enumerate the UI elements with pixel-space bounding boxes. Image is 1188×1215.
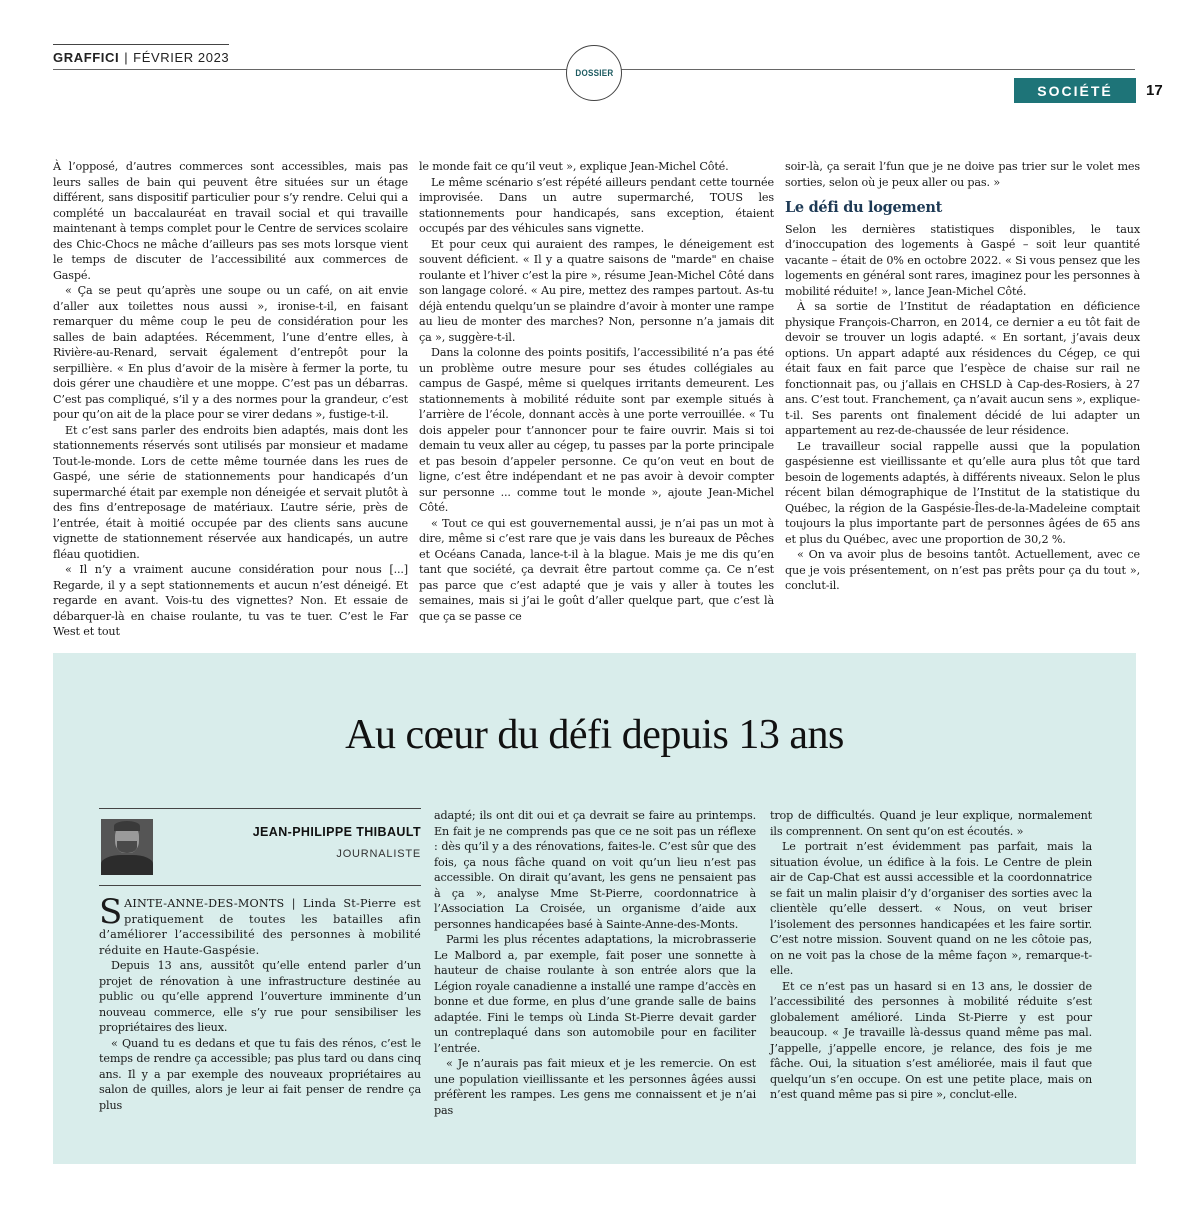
- paragraph: « Tout ce qui est gouvernemental aussi, je n’ai pas un mot à dire, même si c’est rare que je vais dans les bureaux de Pêches et Océans Canada, lance-t-il à la blague. Mais je me dis qu’en tant que société, ça devrait être partout comme ça. Ce n’est pas parce que c’est adapté que je vais y aller à toutes les semaines, mais si j’ai le goût d’aller quelque part, que c’est là que ça se passe ce: [419, 516, 774, 623]
- sidebar-box: [53, 653, 1136, 1164]
- author-photo: [101, 819, 153, 875]
- paragraph: À sa sortie de l’Institut de réadaptation en déficience physique François-Charron, en 2014, ce dernier a eu tôt fait de devoir se trouver un logis adapté. « En sortant, j’avais deux options. Un appart adapté aux résidences du Cégep, ce qui était faux en fait parce que l’espèce de chaise sur rail ne fonctionnait pas, ou j’allais en CHSLD à Cap-des-Rosiers, à 27 ans. C’est tout. Franchement, ça n’avait aucun sens », explique-t-il. Ses parents ont finalement décidé de lui adapter un appartement au rez-de-chaussée de leur résidence.: [785, 300, 1140, 437]
- paragraph: Le portrait n’est évidemment pas parfait, mais la situation évolue, un édifice à la fois. Le Centre de plein air de Cap-Chat est aussi accessible et la coordonnatrice se fait un malin plaisir d’y d’organiser des sorties avec la clientèle qu’elle dessert. « Nous, on veut briser l’isolement des personnes handicapées et les faire sortir. C’est notre mission. Souvent quand on ne les côtoie pas, on ne voit pas la chose de la même façon », remarque-t-elle.: [770, 840, 1092, 977]
- paragraph: Le travailleur social rappelle aussi que la population gaspésienne est vieillissante et qu’elle aura plus tôt que tard besoin de logements adaptés, à différents niveaux. Selon le plus récent bilan démographique de l’Institut de la statistique du Québec, la région de la Gaspésie-Îles-de-la-Madeleine comptait toujours la plus importante part de personnes âgées de 65 ans et plus du Québec, avec une proportion de 30,2 %.: [785, 439, 1140, 546]
- sidebar-title: Au cœur du défi depuis 13 ans: [345, 712, 844, 758]
- paragraph: adapté; ils ont dit oui et ça devrait se faire au printemps. En fait je ne comprends pas que ce ne soit pas un réflexe : dès qu’il y a des rénovations, faites-le. C’est sûr que des fois, ça nous fâche quand on voit qu’un lieu n’est pas accessible. On dirait qu’avant, les gens ne pensaient pas à ça », analyse Mme St-Pierre, coordonnatrice à l’Association La Croisée, un organisme d’aide aux personnes handicapées basé à Sainte-Anne-des-Monts.: [434, 809, 756, 931]
- paragraph: « Quand tu es dedans et que tu fais des rénos, c’est le temps de rendre ça accessible; pas plus tard ou dans cinq ans. Il y a par exemple des nouveaux propriétaires au salon de quilles, alors je leur ai fait penser de rendre ça plus: [99, 1036, 421, 1112]
- article-column-2: [419, 159, 774, 624]
- lead-text: AINTE-ANNE-DES-MONTS | Linda St-Pierre est pratiquement de toutes les batailles afin d’améliorer l’accessibilité des personnes à mobilité réduite en Haute-Gaspésie.: [99, 897, 421, 957]
- sidebar-column-3: [770, 808, 1092, 1103]
- header-top-rule: [53, 44, 229, 45]
- author-name: JEAN-PHILIPPE THIBAULT: [252, 825, 421, 839]
- paragraph: Depuis 13 ans, aussitôt qu’elle entend parler d’un projet de rénovation à une infrastructure destinée au public ou qu’elle apprend l’ouverture imminente d’un nouveau commerce, elle s’y rue pour sensibiliser les propriétaires des lieux.: [99, 959, 421, 1034]
- section-tag: SOCIÉTÉ: [1014, 78, 1136, 103]
- paragraph: « Il n’y a vraiment aucune considération pour nous [...] Regarde, il y a sept stationnements et aucun n’est déneigé. Et regarde en avant. Vois-tu des vignettes? Non. Et essaie de débarquer-là en chaise roulante, tu vas te tuer. C’est le Far West et tout: [53, 563, 408, 638]
- paragraph: Selon les dernières statistiques disponibles, le taux d’inoccupation des logements à Gaspé – soit leur quantité vacante – était de 0% en octobre 2022. « Si vous pensez que les logements en général sont rares, imaginez pour les personnes à mobilité réduite! », lance Jean-Michel Côté.: [785, 222, 1140, 298]
- paragraph: « On va avoir plus de besoins tantôt. Actuellement, avec ce que je vois présentement, on n’est pas prêts pour ça du tout », conclut-il.: [785, 548, 1140, 592]
- masthead: [53, 50, 229, 65]
- page-number: 17: [1146, 82, 1163, 99]
- subheading: Le défi du logement: [785, 199, 943, 216]
- article-column-1: [53, 159, 408, 640]
- issue-date: FÉVRIER 2023: [133, 50, 230, 65]
- masthead-separator: |: [124, 50, 129, 65]
- sidebar-column-2: [434, 808, 756, 1118]
- paragraph: le monde fait ce qu’il veut », explique Jean-Michel Côté.: [419, 160, 729, 173]
- paragraph: Le même scénario s’est répété ailleurs pendant cette tournée improvisée. Dans un autre supermarché, TOUS les stationnements pour handicapés, sans exception, étaient occupés par des véhicules sans vignette.: [419, 175, 774, 235]
- paragraph: Et ce n’est pas un hasard si en 13 ans, le dossier de l’accessibilité des personnes à mobilité réduite s’est globalement amélioré. Linda St-Pierre y est pour beaucoup. « Je travaille là-dessus quand même pas mal. J’appelle, j’appelle encore, je relance, des fois je me fâche. Oui, la situation s’est améliorée, mais il faut que quelqu’un s’en occupe. On est une petite place, mais on n’est quand même pas si pire », conclut-elle.: [770, 979, 1092, 1101]
- article-column-3: [785, 159, 1140, 594]
- paragraph: Dans la colonne des points positifs, l’accessibilité n’a pas été un problème outre mesure pour ses études collégiales au campus de Gaspé, même si quelques irritants demeurent. Les stationnements à mobilité réduite sont par exemple situés à l’arrière de l’école, donnant accès à une porte verrouillée. « Tu dois appeler pour t’annoncer pour te faire ouvrir. Mais si toi demain tu veux aller au cégep, tu passes par la porte principale et pas besoin d’appeler personne. Ce qu’on veut en bout de ligne, c’est être indépendant et ne pas avoir à devoir compter sur personne ... comme tout le monde », ajoute Jean-Michel Côté.: [419, 346, 774, 514]
- paragraph: « Ça se peut qu’après une soupe ou un café, on ait envie d’aller aux toilettes nous aussi », ironise-t-il, en faisant remarquer du même coup le peu de considération pour les salles de bain adaptées. Récemment, l’une d’entre elles, à Rivière-au-Renard, servait également d’entrepôt pour la serpillière. « En plus d’avoir de la misère à fermer la porte, tu dois gérer une chaudière et une moppe. C’est pas un débarras. C’est pas compliqué, s’il y a des normes pour la grandeur, c’est pour qu’on ait de la place pour se virer dedans », fustige-t-il.: [53, 284, 408, 421]
- dossier-badge: [566, 45, 622, 101]
- author-role: JOURNALISTE: [336, 848, 421, 860]
- dossier-label: DOSSIER: [574, 67, 614, 79]
- paragraph: Parmi les plus récentes adaptations, la microbrasserie Le Malbord a, par exemple, fait poser une sonnette à hauteur de chaise roulante à son entrée alors que la Légion royale canadienne a installé une rampe d’accès en bonne et due forme, en plus d’une grande salle de bains adaptée. Fini le temps où Linda St-Pierre devait garder un contreplaqué dans son automobile pour en faciliter l’entrée.: [434, 933, 756, 1055]
- drop-cap: S: [99, 892, 123, 932]
- publication-name: GRAFFICI: [53, 50, 120, 65]
- paragraph: Et c’est sans parler des endroits bien adaptés, mais dont les stationnements réservés sont utilisés par monsieur et madame Tout-le-monde. Lors de cette même tournée dans les rues de Gaspé, une série de stationnements pour handicapés d’un supermarché était par exemple non déneigée et servait plutôt à des fins d’entreposage de matériaux. L’autre série, près de l’entrée, était à moitié occupée par des clients sans aucune vignette de stationnement réservée aux handicapés, un autre fléau quotidien.: [53, 423, 408, 561]
- lead-paragraph: [99, 892, 421, 958]
- byline: [99, 808, 421, 886]
- paragraph: soir-là, ça serait l’fun que je ne doive pas trier sur le volet mes sorties, selon où je peux aller ou pas. »: [785, 160, 1140, 189]
- paragraph: À l’opposé, d’autres commerces sont accessibles, mais pas leurs salles de bain qui peuvent être situées sur un étage différent, sans dispositif particulier pour s’y rendre. Celui qui a complété un baccalauréat en travail social et qui travaille maintenant à temps complet pour le Centre de services scolaire des Chic-Chocs ne mâche d’ailleurs pas ses mots lorsque vient le temps de discuter de l’accessibilité aux commerces de Gaspé.: [53, 160, 408, 282]
- paragraph: Et pour ceux qui auraient des rampes, le déneigement est souvent déficient. « Il y a quatre saisons de "marde" en chaise roulante et l’hiver c’est la pire », résume Jean-Michel Côté dans son langage coloré. « Au pire, mettez des rampes partout. As-tu déjà entendu quelqu’un se plaindre d’avoir à monter une rampe au lieu de monter des marches? Non, personne n’a jamais dit ça », suggère-t-il.: [419, 237, 774, 344]
- sidebar-column-1: [99, 808, 421, 1113]
- paragraph: trop de difficultés. Quand je leur explique, normalement ils comprennent. On sent qu’on est écoutés. »: [770, 809, 1092, 838]
- paragraph: « Je n’aurais pas fait mieux et je les remercie. On est une population vieillissante et les personnes âgées aussi préfèrent les rampes. Les gens me connaissent et je n’ai pas: [434, 1057, 756, 1117]
